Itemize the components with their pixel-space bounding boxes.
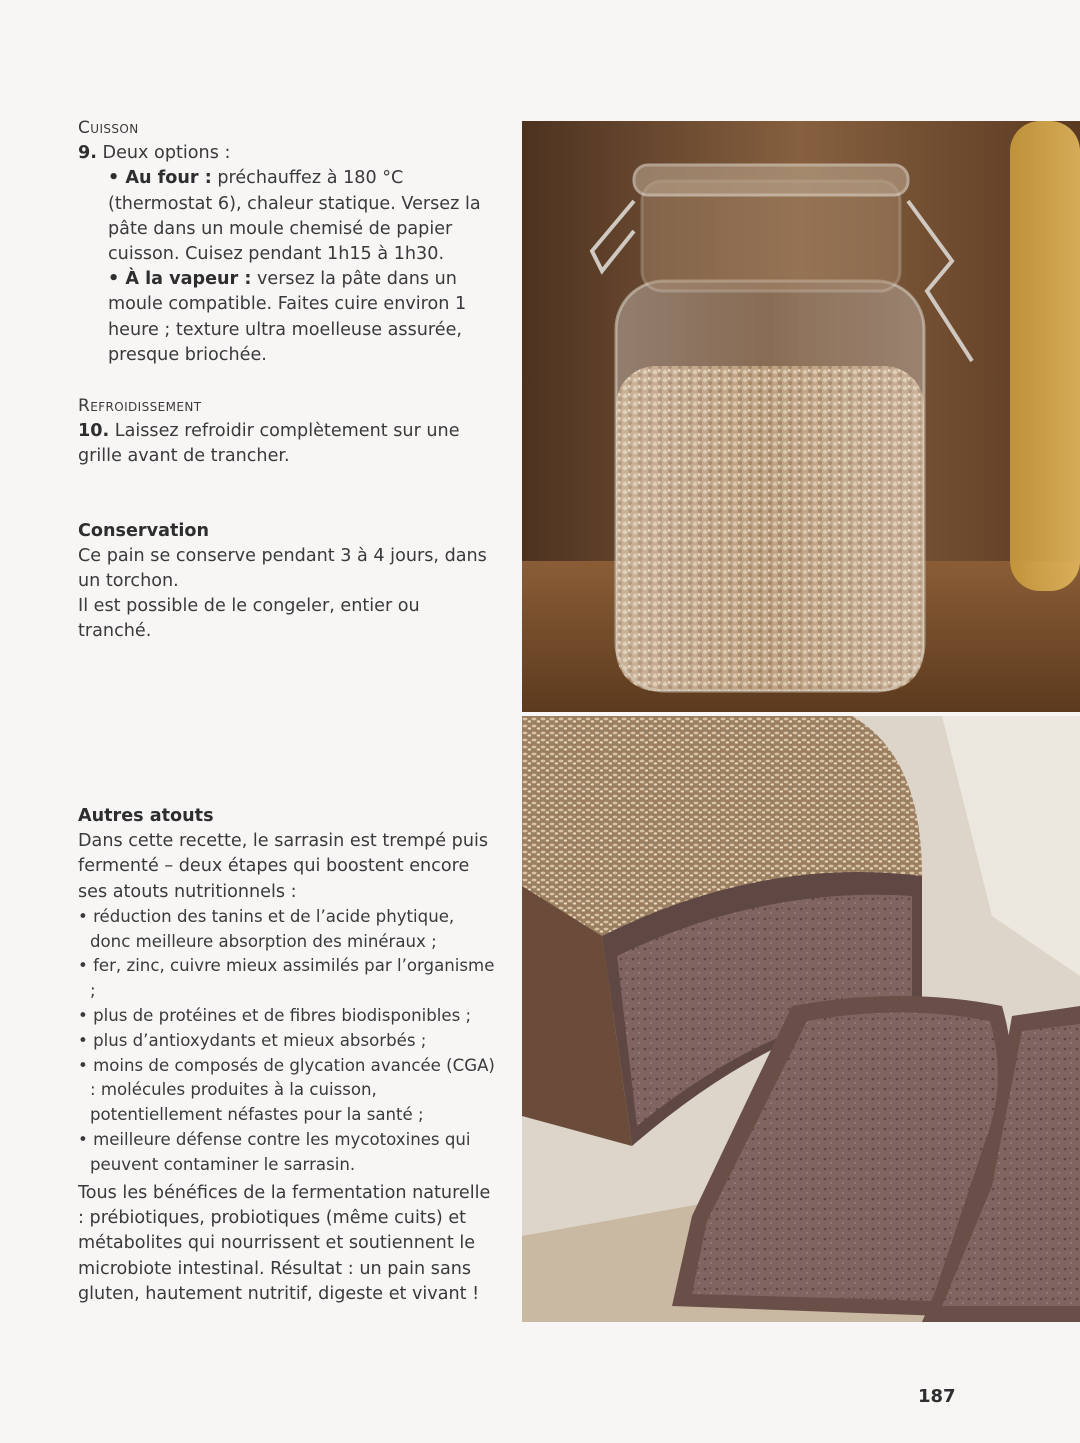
step-10 [78, 419, 498, 469]
list-item: • moins de composés de glycation avancée (CGA) : molécules produites à la cuisson, potentiellement néfastes pour la santé ; [78, 1054, 498, 1128]
conservation-line-2: Il est possible de le congeler, entier ou tranché. [78, 596, 420, 642]
conservation-heading: Conservation [78, 520, 209, 541]
option-oven-label: • Au four : [108, 168, 212, 189]
conclusion-text: Tous les bénéfices de la fermentation naturelle : prébiotiques, probiotiques (même cuits) et métabolites qui nourrissent et soutiennent le microbiote intestinal. Résultat : un pain sans gluten, hautement nutritif, digeste et vivant ! [78, 1183, 491, 1304]
option-oven [78, 166, 498, 267]
conservation-line-1: Ce pain se conserve pendant 3 à 4 jours, dans un torchon. [78, 545, 487, 592]
option-steam [78, 267, 498, 368]
buckwheat-jar-photo [522, 121, 1080, 712]
list-item: • fer, zinc, cuivre mieux assimilés par l’organisme ; [78, 954, 498, 1004]
step-10-number: 10. [78, 421, 110, 442]
step-9-text: Deux options : [96, 143, 231, 164]
atouts-intro: Dans cette recette, le sarrasin est trempé puis fermenté – deux étapes qui boostent encore ses atouts nutritionnels : [78, 831, 489, 902]
buckwheat-jar-illustration [522, 121, 1080, 712]
sliced-bread-illustration [522, 716, 1080, 1322]
list-item: • plus de protéines et de fibres biodisponibles ; [78, 1004, 498, 1029]
option-oven-text: préchauffez à 180 °C (thermostat 6), chaleur statique. Versez la pâte dans un moule chemisé de papier cuisson. Cuisez pendant 1h15 à 1h30. [108, 168, 481, 265]
step-9 [78, 141, 498, 166]
buckwheat-bread-photo [522, 716, 1080, 1322]
atouts-list [78, 905, 498, 1178]
atouts-heading: Autres atouts [78, 806, 214, 826]
list-item: • plus d’antioxydants et mieux absorbés ; [78, 1029, 498, 1054]
section-title-cuisson: Cuisson [78, 118, 139, 138]
option-steam-text: versez la pâte dans un moule compatible. Faites cuire environ 1 heure ; texture ultra moelleuse assurée, presque briochée. [108, 269, 467, 365]
fermentation-conclusion [78, 1181, 498, 1307]
section-title-refroidissement: Refroidissement [78, 396, 202, 417]
list-item: • réduction des tanins et de l’acide phytique, donc meilleure absorption des minéraux ; [78, 905, 498, 955]
recipe-steps-column [78, 116, 498, 645]
step-9-number: 9. [78, 143, 97, 164]
step-10-text: Laissez refroidir complètement sur une grille avant de trancher. [78, 421, 460, 467]
list-item: • meilleure défense contre les mycotoxines qui peuvent contaminer le sarrasin. [78, 1128, 498, 1178]
option-steam-label: • À la vapeur : [108, 269, 252, 290]
page-number: 187 [918, 1386, 956, 1407]
atouts-section [78, 804, 498, 1178]
